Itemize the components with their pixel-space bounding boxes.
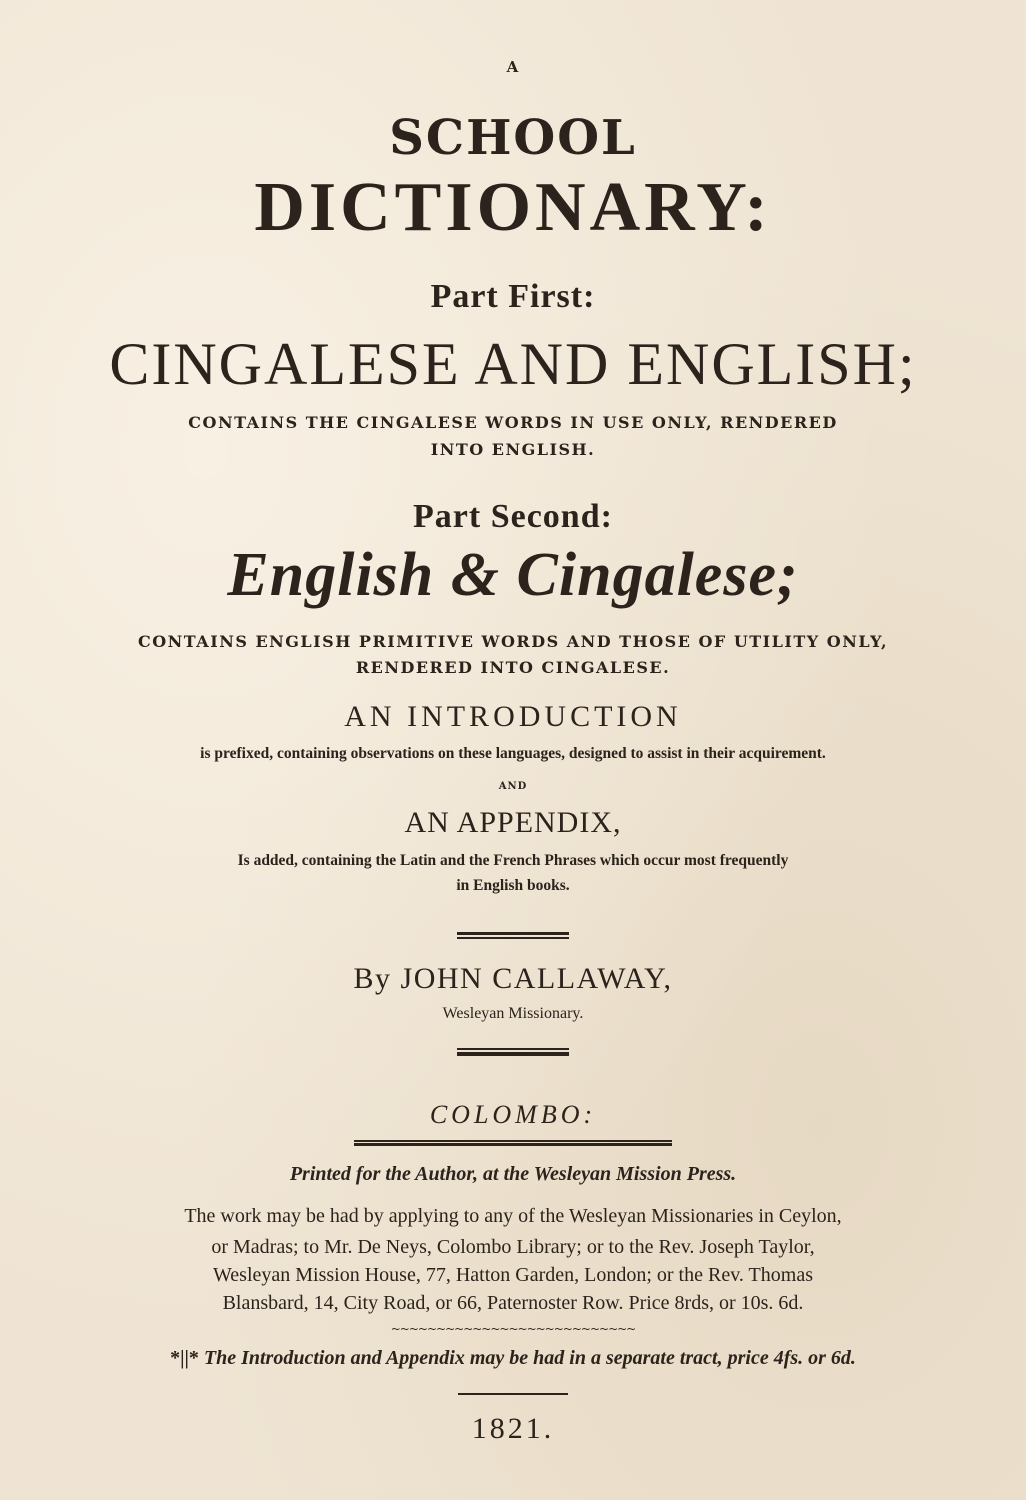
note-text: The Introduction and Appendix may be had in a separate tract, price 4fs. or 6d. [203, 1347, 856, 1369]
divider-rule [354, 1140, 672, 1146]
availability-line3: Wesleyan Mission House, 77, Hatton Garden, London; or the Rev. Thomas [213, 1264, 813, 1286]
imprint-place: COLOMBO: [429, 1100, 597, 1129]
part-first-description-line2: INTO ENGLISH. [430, 440, 596, 459]
title-line-school: SCHOOL [389, 110, 637, 166]
appendix-text-line1: Is added, containing the Latin and the French Phrases which occur most frequently [237, 852, 789, 869]
title-line-dictionary: DICTIONARY: [254, 169, 772, 246]
part-second-heading: Part Second: [413, 498, 613, 535]
title-article: A [506, 58, 520, 76]
note-mark: *||* [170, 1347, 199, 1369]
part-second-title: English & Cingalese; [227, 541, 799, 609]
part-second-description-line1: CONTAINS ENGLISH PRIMITIVE WORDS AND THOSE OF UTILITY ONLY, [137, 632, 889, 651]
appendix-heading: AN APPENDIX, [404, 806, 622, 839]
introduction-heading: AN INTRODUCTION [344, 700, 682, 733]
availability-line1: The work may be had by applying to any of the Wesleyan Missionaries in Ceylon, [184, 1205, 842, 1227]
availability-line4: Blansbard, 14, City Road, or 66, Paternoster Row. Price 8rds, or 10s. 6d. [222, 1292, 804, 1314]
part-first-title: CINGALESE AND ENGLISH; [109, 331, 917, 397]
part-second-description-line2: RENDERED INTO CINGALESE. [355, 658, 671, 677]
divider-rule [458, 1393, 568, 1397]
author-line: By JOHN CALLAWAY, [353, 962, 673, 995]
author-role: Wesleyan Missionary. [442, 1005, 584, 1022]
divider-rule [457, 1048, 569, 1056]
availability-line2: or Madras; to Mr. De Neys, Colombo Library; or to the Rev. Joseph Taylor, [211, 1236, 815, 1258]
ornament-rule: ~~~~~~~~~~~~~~~~~~~~~~~~~~~ [390, 1322, 636, 1336]
introduction-text: is prefixed, containing observations on these languages, designed to assist in their acquirement. [200, 745, 826, 762]
separate-tract-note [0, 1347, 1026, 1370]
part-first-description-line1: CONTAINS THE CINGALESE WORDS IN USE ONLY, RENDERED [188, 413, 838, 432]
appendix-text-line2: in English books. [456, 877, 570, 894]
divider-rule [457, 932, 569, 939]
imprint-printer: Printed for the Author, at the Wesleyan Mission Press. [289, 1163, 737, 1185]
publication-year: 1821. [471, 1412, 555, 1445]
and-connector: AND [498, 781, 528, 792]
part-first-heading: Part First: [430, 278, 596, 315]
